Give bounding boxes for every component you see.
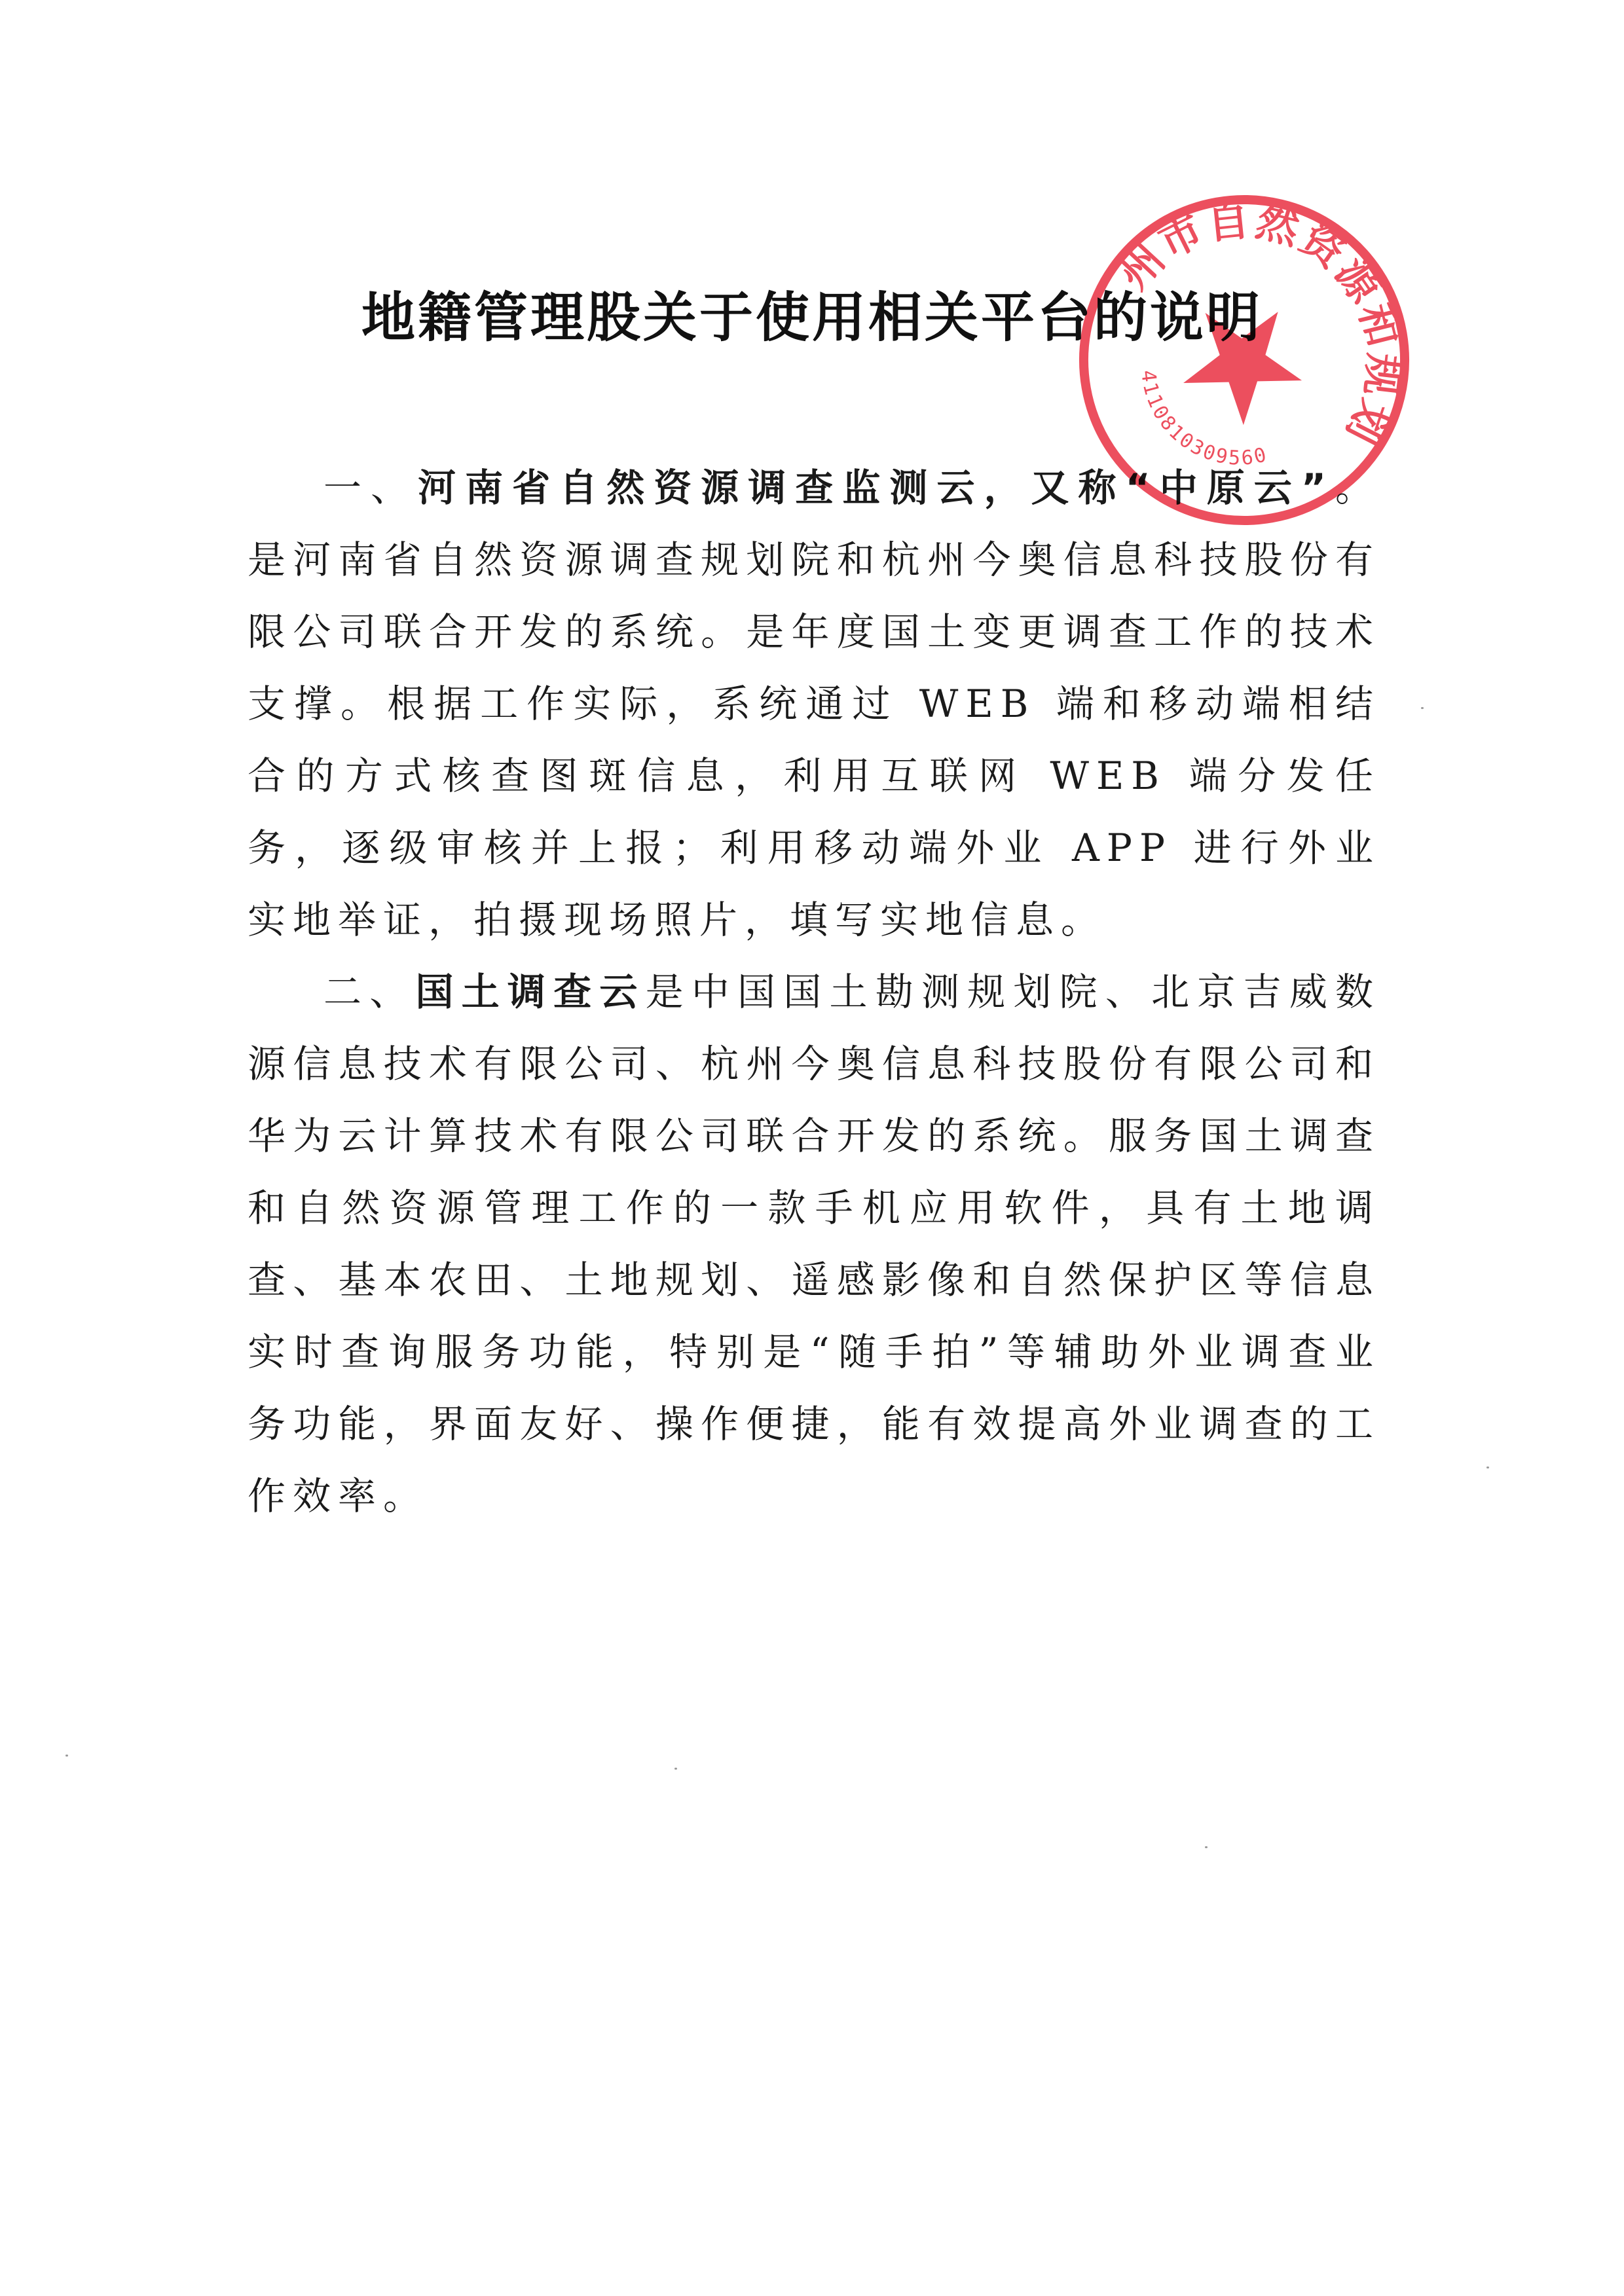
scan-speck: [1205, 1846, 1208, 1848]
document-body: [248, 452, 1380, 1532]
document-title: 地籍管理股关于使用相关平台的说明: [361, 287, 1263, 349]
paragraph-2-prefix: 二、: [323, 970, 416, 1014]
scan-speck: [1486, 1467, 1489, 1468]
paragraph-1-text: 。是河南省自然资源调查规划院和杭州今奥信息科技股份有限公司联合开发的系统。是年度国土变更调查工作的技术支撑。根据工作实际，系统通过 WEB 端和移动端相结合的方式核查图斑信息，利用互联网 WEB 端分发任务，逐级审核并上报；利用移动端外业 APP 进行外业 实地举证，拍摄现场照片，填写实地信息。: [248, 465, 1380, 942]
paragraph-2-heading: 国土调查云: [415, 970, 646, 1014]
paragraph-2: [248, 956, 1380, 1532]
svg-text:禹州市自然资源和规划局: [1083, 190, 1414, 460]
scan-speck: [65, 1755, 68, 1757]
paragraph-2-text: 是中国国土勘测规划院、北京吉威数源信息技术有限公司、杭州今奥信息科技股份有限公司和华为云计算技术有限公司联合开发的系统。服务国土调查和自然资源管理工作的一款手机应用软件，具有土地调查、基本农田、土地规划、遥感影像和自然保护区等信息实时查询服务功能，特别是“随手拍”等辅助外业调查业务功能，界面友好、操作便捷，能有效提高外业调查的工作效率。: [248, 970, 1380, 1518]
scan-speck: [1421, 707, 1424, 709]
official-seal-icon: [1074, 190, 1414, 530]
scan-speck: [674, 1768, 677, 1770]
paragraph-1-heading: 河南省自然资源调查监测云，又称“中原云”: [418, 465, 1333, 510]
seal-code-text: 4110810309560: [1136, 369, 1271, 470]
seal-ring-text: 禹州市自然资源和规划局: [1110, 196, 1409, 454]
paragraph-1-prefix: 一、: [323, 465, 418, 510]
